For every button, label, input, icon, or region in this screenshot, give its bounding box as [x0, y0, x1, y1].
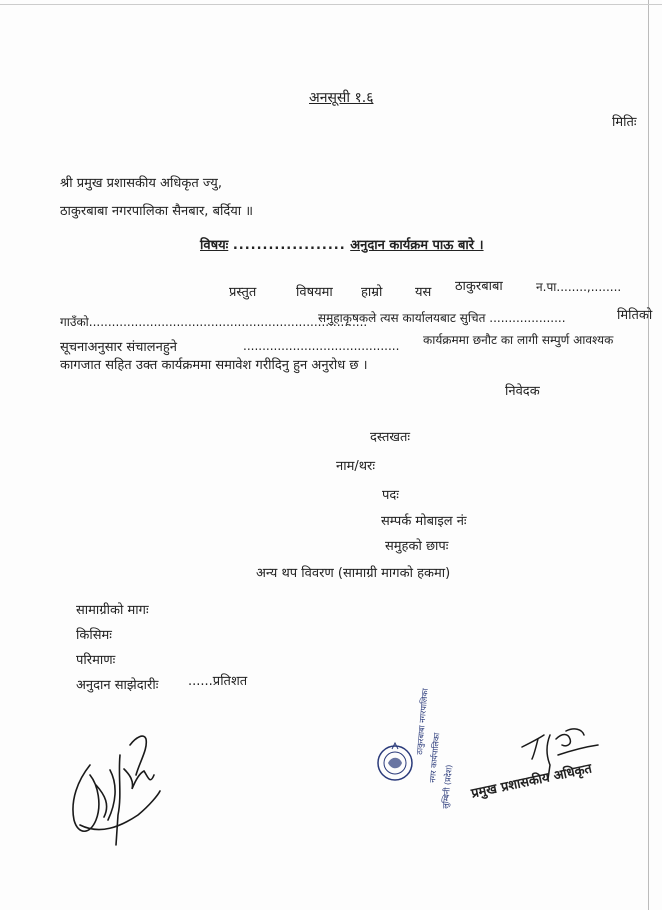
- seal-text-line-2: नगर कार्यपालिका: [427, 732, 442, 784]
- field-name: नाम/थरः: [336, 459, 375, 474]
- seal-text-line-1: ठाकुरबाबा नगरपालिका: [414, 687, 430, 756]
- body-line-3a: सूचनाअनुसार संचालनहुने: [60, 340, 177, 355]
- addressee-line-1: श्री प्रमुख प्रशासकीय अधिकृत ज्यु,: [60, 176, 222, 191]
- seal-text-line-3: लुम्बिनी (प्रदेश): [440, 764, 454, 810]
- field-post: पदः: [382, 488, 399, 503]
- field-group-stamp: समुहको छापः: [385, 539, 449, 554]
- other-details-heading: अन्य थप विवरण (सामाग्री मागको हकमा): [256, 566, 451, 581]
- field-signature: दस्तखतः: [370, 430, 411, 445]
- official-title: प्रमुख प्रशासकीय अधिकृत: [470, 761, 594, 802]
- body-word-3: हाम्रो: [361, 285, 383, 300]
- subject-line: [200, 238, 484, 254]
- body-word-4: यस: [415, 285, 432, 300]
- page-edge: [648, 0, 649, 910]
- field-contact: सम्पर्क मोबाइल नंः: [381, 514, 467, 529]
- document-heading: अनसूसी १.६: [309, 90, 374, 106]
- body-line-2a: गाउँको.........................................................................: [60, 315, 368, 329]
- material-type: किसिमः: [76, 628, 112, 643]
- subject-label: विषयः: [200, 238, 229, 253]
- material-quantity: परिमाणः: [76, 653, 116, 668]
- subject-text: अनुदान कार्यक्रम पाऊ बारे ।: [350, 238, 484, 253]
- body-line-2b: समुहाकृषकले त्यस कार्यालयबाट सुचित ....................: [318, 311, 566, 325]
- page-top-edge: [0, 4, 662, 5]
- addressee-line-2: ठाकुरबाबा नगरपालिका सैनबार, बर्दिया ॥: [60, 204, 254, 219]
- grant-share-value: ......प्रतिशत: [188, 674, 248, 689]
- body-word-1: प्रस्तुत: [229, 285, 257, 300]
- material-demand: सामाग्रीको मागः: [76, 603, 149, 618]
- body-line-4: कागजात सहित उक्त कार्यक्रममा समावेश गरीदिनु हुन अनुरोध छ ।: [60, 358, 368, 373]
- grant-share-label: अनुदान साझेदारीः: [76, 678, 159, 693]
- body-line-3c: कार्यक्रममा छनौट का लागी सम्पुर्ण आवश्यक: [423, 333, 614, 347]
- body-word-5: ठाकुरबाबा: [455, 279, 503, 294]
- applicant-label: निवेदक: [505, 384, 540, 399]
- left-signature: [60, 725, 180, 875]
- date-label: मितिः: [612, 115, 637, 130]
- body-line-3b: .........................................: [243, 339, 400, 353]
- subject-blank: ...................: [232, 238, 346, 253]
- body-line-2c: मितिको: [617, 308, 653, 323]
- body-word-2: विषयमा: [296, 285, 333, 300]
- body-word-6: न.पा........,........: [536, 280, 622, 294]
